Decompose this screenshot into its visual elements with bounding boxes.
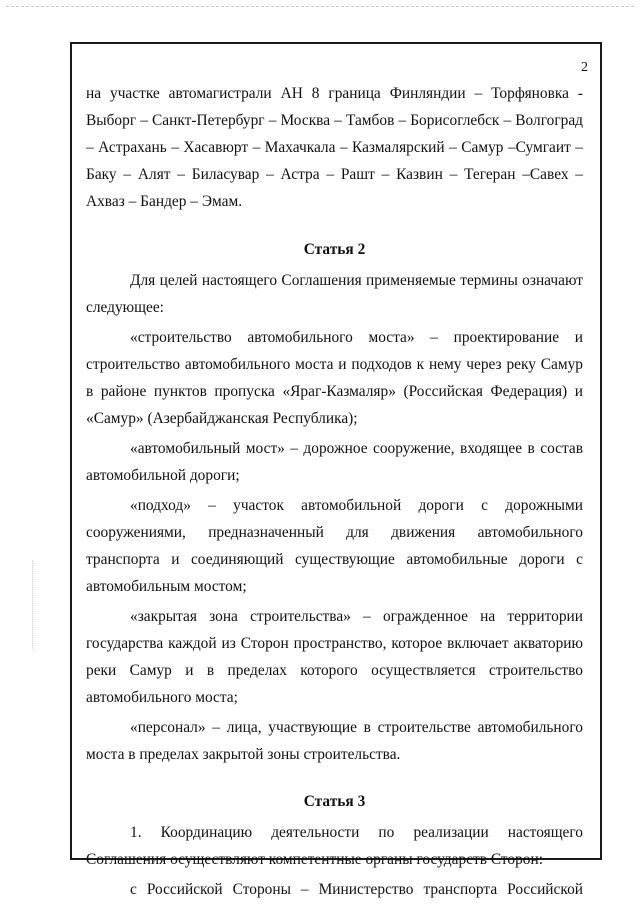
article-3-russian-side: с Российской Стороны – Министерство транспорта Российской [130,881,583,898]
article-2-heading: Статья 2 [303,241,366,258]
term-construction: «строительство автомобильного моста» – проектирование и строительство автомобильного моста и подходов к нему через реку Самур в районе пунктов пропуска «Яраг-Казмаляр» (Российская Федерация) и «Самур» (Азербайджанская Республика); [86,329,583,427]
article-3-heading: Статья 3 [303,793,366,810]
page-number: 2 [581,60,588,75]
term-approach: «подход» – участок автомобильной дороги с дорожными сооружениями, предназначенный для движения автомобильного транспорта и соединяющий существующие автомобильные дороги с автомобильным мостом; [86,497,583,595]
scan-edge-left [32,560,33,650]
article-1-continuation: на участке автомагистрали АН 8 граница Финляндии – Торфяновка - Выборг – Санкт-Петербург – Москва – Тамбов – Борисоглебск – Волгоград – Астрахань – Хасавюрт – Махачкала – Казмаляpский – Самур –Сумгаит – Баку – Алят – Биласувар – Астра – Рашт – Казвин – Тегеран –Савех – Ахваз – Бандер – Эмам. [86,85,583,210]
term-closed-zone: «закрытая зона строительства» – огражденное на территории государства каждой из Сторон пространство, которое включает акваторию реки Самур и в пределах которого осуществляется строительство автомобильного моста; [86,608,583,706]
article-3-clause-1: 1. Координацию деятельности по реализации настоящего Соглашения осуществляют компетентные органы государств Сторон: [86,824,583,868]
term-bridge: «автомобильный мост» – дорожное сооружение, входящее в состав автомобильной дороги; [86,440,583,484]
document-body [86,80,583,903]
scan-edge-top [6,6,634,7]
term-personnel: «персонал» – лица, участвующие в строительстве автомобильного моста в пределах закрытой зоны строительства. [86,719,583,763]
article-2-intro: Для целей настоящего Соглашения применяемые термины означают следующее: [86,272,583,316]
